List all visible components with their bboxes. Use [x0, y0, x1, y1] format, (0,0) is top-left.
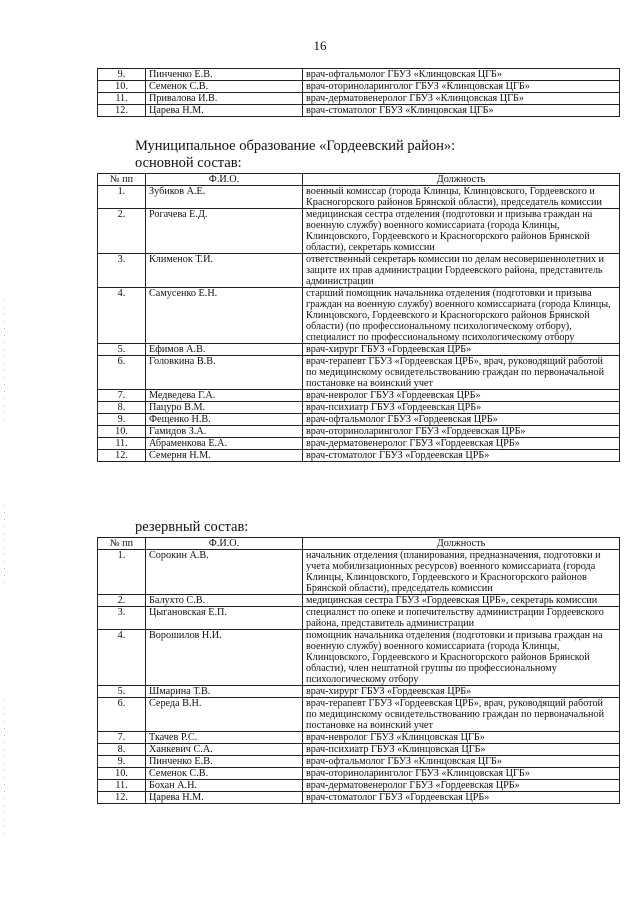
cell-position: врач-психиатр ГБУЗ «Клинцовская ЦГБ» [303, 744, 620, 756]
cell-num: 9. [98, 756, 146, 768]
cell-num: 1. [98, 186, 146, 209]
cell-position: врач-офтальмолог ГБУЗ «Клинцовская ЦГБ» [303, 756, 620, 768]
table-row [98, 550, 620, 595]
cell-position: медицинская сестра ГБУЗ «Гордеевская ЦРБ», секретарь комиссии [303, 595, 620, 607]
cell-num: 9. [98, 69, 146, 81]
cell-position: врач-хирург ГБУЗ «Гордеевская ЦРБ» [303, 686, 620, 698]
cell-num: 8. [98, 744, 146, 756]
cell-num: 7. [98, 732, 146, 744]
cell-position: врач-невролог ГБУЗ «Гордеевская ЦРБ» [303, 390, 620, 402]
table-row [98, 686, 620, 698]
cell-name: Абраменкова Е.А. [146, 438, 303, 450]
page-number: 16 [313, 38, 327, 53]
table-row [98, 698, 620, 732]
table-row [98, 438, 620, 450]
cell-num: 9. [98, 414, 146, 426]
table-row [98, 209, 620, 254]
table-row [98, 732, 620, 744]
cell-name: Гамидов З.А. [146, 426, 303, 438]
column-header-position: Должность [303, 174, 620, 186]
reserve-composition-heading: резервный состав: [135, 519, 249, 535]
scan-margin-mark [4, 300, 5, 420]
cell-position: врач-терапевт ГБУЗ «Гордеевская ЦРБ», врач, руководящий работой по медицинскому освидетельствованию граждан по первоначальной постановке на воинский учет [303, 698, 620, 732]
cell-num: 11. [98, 438, 146, 450]
cell-name: Середа В.Н. [146, 698, 303, 732]
table-header-row [98, 174, 620, 186]
cell-name: Рогачева Е.Д. [146, 209, 303, 254]
table-row [98, 780, 620, 792]
cell-position: врач-стоматолог ГБУЗ «Гордеевская ЦРБ» [303, 792, 620, 804]
cell-name: Ворошилов Н.И. [146, 630, 303, 686]
table-row [98, 630, 620, 686]
cell-num: 5. [98, 344, 146, 356]
cell-position: врач-стоматолог ГБУЗ «Гордеевская ЦРБ» [303, 450, 620, 462]
cell-num: 7. [98, 390, 146, 402]
cell-num: 12. [98, 105, 146, 117]
cell-name: Привалова И.В. [146, 93, 303, 105]
cell-name: Самусенко Е.Н. [146, 288, 303, 344]
cell-num: 12. [98, 792, 146, 804]
cell-position: врач-невролог ГБУЗ «Клинцовская ЦГБ» [303, 732, 620, 744]
cell-position: ответственный секретарь комиссии по делам несовершеннолетних и защите их прав администрации Гордеевского района, представитель администрации [303, 254, 620, 288]
cell-name: Царева Н.М. [146, 792, 303, 804]
reserve-table-body [98, 550, 620, 804]
cell-name: Клименок Т.И. [146, 254, 303, 288]
cell-name: Пацуро В.М. [146, 402, 303, 414]
cell-name: Сорокин А.В. [146, 550, 303, 595]
cell-name: Бохан А.Н. [146, 780, 303, 792]
cell-position: медицинская сестра отделения (подготовки и призыва граждан на военную службу) военного комиссариата (города Клинцы, Клинцовского, Гордеевского и Красногорского районов Брянской области), секретарь комиссии [303, 209, 620, 254]
cell-name: Пинченко Е.В. [146, 69, 303, 81]
cell-num: 6. [98, 698, 146, 732]
cell-position: врач-оториноларинголог ГБУЗ «Гордеевская ЦРБ» [303, 426, 620, 438]
column-header-num: № пп [98, 174, 146, 186]
cell-position: специалист по опеке и попечительству администрации Гордеевского района, представитель администрации [303, 607, 620, 630]
scan-margin-mark [4, 505, 5, 585]
table-row [98, 81, 620, 93]
cell-num: 4. [98, 288, 146, 344]
cell-position: помощник начальника отделения (подготовки и призыва граждан на военную службу) военного комиссариата (города Клинцы, Клинцовского, Гордеевского и Красногорского районов Брянской области), член нештатной группы по профессиональному психологическому отбору [303, 630, 620, 686]
cell-name: Ткачев Р.С. [146, 732, 303, 744]
cell-num: 11. [98, 780, 146, 792]
table-row [98, 414, 620, 426]
table-header-row [98, 538, 620, 550]
column-header-position: Должность [303, 538, 620, 550]
main-composition-heading: основной состав: [135, 155, 242, 171]
cell-position: военный комиссар (города Клинцы, Клинцовского, Гордеевского и Красногорского районов Брянской области), председатель комиссии [303, 186, 620, 209]
cell-name: Фещенко Н.В. [146, 414, 303, 426]
cell-num: 3. [98, 607, 146, 630]
cell-name: Семенок С.В. [146, 768, 303, 780]
table-row [98, 69, 620, 81]
cell-position: врач-терапевт ГБУЗ «Гордеевская ЦРБ», врач, руководящий работой по медицинскому освидетельствованию граждан по первоначальной постановке на воинский учет [303, 356, 620, 390]
cell-num: 4. [98, 630, 146, 686]
main-composition-table [97, 173, 620, 462]
table-row [98, 426, 620, 438]
cell-name: Шмарина Т.В. [146, 686, 303, 698]
cell-num: 5. [98, 686, 146, 698]
column-header-num: № пп [98, 538, 146, 550]
cell-position: врач-оториноларинголог ГБУЗ «Клинцовская ЦГБ» [303, 81, 620, 93]
table-row [98, 402, 620, 414]
cell-position: врач-дерматовенеролог ГБУЗ «Гордеевская ЦРБ» [303, 438, 620, 450]
scan-margin-mark [4, 700, 5, 840]
table-row [98, 344, 620, 356]
column-header-name: Ф.И.О. [146, 538, 303, 550]
cell-name: Царева Н.М. [146, 105, 303, 117]
cell-name: Зубиков А.Е. [146, 186, 303, 209]
cell-name: Ханкевич С.А. [146, 744, 303, 756]
cell-name: Семерня Н.М. [146, 450, 303, 462]
cell-num: 1. [98, 550, 146, 595]
column-header-name: Ф.И.О. [146, 174, 303, 186]
table-row [98, 105, 620, 117]
main-table-body [98, 186, 620, 462]
cell-position: врач-дерматовенеролог ГБУЗ «Клинцовская ЦГБ» [303, 93, 620, 105]
cell-num: 10. [98, 426, 146, 438]
cell-position: врач-оториноларинголог ГБУЗ «Клинцовская ЦГБ» [303, 768, 620, 780]
cell-num: 3. [98, 254, 146, 288]
cell-position: старший помощник начальника отделения (подготовки и призыва граждан на военную службу) военного комиссариата (города Клинцы, Клинцовского, Гордеевского и Красногорского районов Брянской области) (по профессиональному психологическому отбору), специалист по профессиональному психологическому отбору [303, 288, 620, 344]
cell-position: врач-дерматовенеролог ГБУЗ «Гордеевская ЦРБ» [303, 780, 620, 792]
cell-position: врач-психиатр ГБУЗ «Гордеевская ЦРБ» [303, 402, 620, 414]
reserve-composition-table [97, 537, 620, 804]
cell-name: Головкина В.В. [146, 356, 303, 390]
table-row [98, 288, 620, 344]
cell-position: врач-стоматолог ГБУЗ «Клинцовская ЦГБ» [303, 105, 620, 117]
cell-name: Пинченко Е.В. [146, 756, 303, 768]
table-row [98, 607, 620, 630]
cell-num: 10. [98, 81, 146, 93]
cell-num: 11. [98, 93, 146, 105]
table-row [98, 450, 620, 462]
cell-num: 2. [98, 209, 146, 254]
table-row [98, 744, 620, 756]
cell-num: 2. [98, 595, 146, 607]
table-row [98, 595, 620, 607]
cell-position: начальник отделения (планирования, предназначения, подготовки и учета мобилизационных ресурсов) военного комиссариата (города Клинцы, Клинцовского, Гордеевского и Красногорского районов Брянской области), председатель комиссии [303, 550, 620, 595]
table-row [98, 93, 620, 105]
top-table [97, 68, 620, 117]
table-row [98, 186, 620, 209]
table-row [98, 768, 620, 780]
top-table-body [98, 69, 620, 117]
table-row [98, 390, 620, 402]
cell-num: 6. [98, 356, 146, 390]
table-row [98, 792, 620, 804]
cell-num: 8. [98, 402, 146, 414]
cell-num: 10. [98, 768, 146, 780]
table-row [98, 756, 620, 768]
cell-name: Балухто С.В. [146, 595, 303, 607]
cell-name: Семенок С.В. [146, 81, 303, 93]
cell-name: Медведева Г.А. [146, 390, 303, 402]
cell-position: врач-хирург ГБУЗ «Гордеевская ЦРБ» [303, 344, 620, 356]
table-row [98, 254, 620, 288]
cell-num: 12. [98, 450, 146, 462]
municipality-heading: Муниципальное образование «Гордеевский район»: [135, 138, 456, 154]
cell-name: Цыгановская Е.П. [146, 607, 303, 630]
cell-position: врач-офтальмолог ГБУЗ «Гордеевская ЦРБ» [303, 414, 620, 426]
cell-position: врач-офтальмолог ГБУЗ «Клинцовская ЦГБ» [303, 69, 620, 81]
table-row [98, 356, 620, 390]
cell-name: Ефимов А.В. [146, 344, 303, 356]
